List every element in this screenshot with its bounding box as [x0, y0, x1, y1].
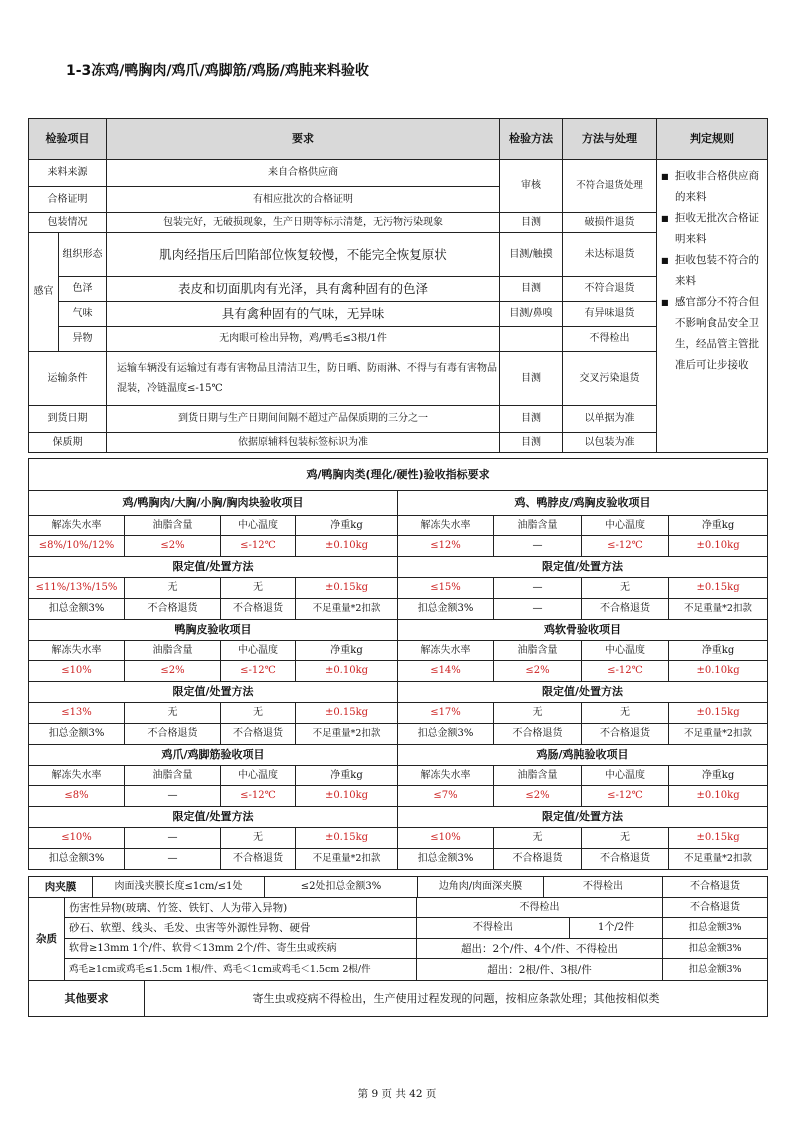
header-requirement: 要求	[107, 119, 500, 160]
limit-value: ≤15%	[398, 578, 494, 599]
col-header: 中心温度	[221, 516, 296, 536]
req-arrival: 到货日期与生产日期间间隔不超过产品保质期的三分之一	[107, 406, 500, 433]
std-value: —	[494, 536, 582, 557]
membrane-table	[28, 876, 768, 898]
sub-color: 色泽	[59, 277, 107, 302]
action-value: 不足重量*2扣款	[296, 599, 398, 620]
membrane-c2: ≤2处扣总金额3%	[265, 877, 418, 898]
method-shelf: 目测	[500, 433, 563, 453]
action-value: 扣总金额3%	[398, 849, 494, 870]
item-shelf: 保质期	[29, 433, 107, 453]
impurity-action: 扣总金额3%	[663, 918, 768, 939]
req-package: 包装完好，无破损现象，生产日期等标示清楚，无污物污染现象	[107, 213, 500, 233]
std-value: ±0.10kg	[669, 661, 768, 682]
std-value: ≤2%	[125, 661, 221, 682]
impurity-desc: 伤害性异物(玻璃、竹签、铁钉、人为带入异物)	[65, 898, 417, 918]
std-value: ≤12%	[398, 536, 494, 557]
indicator-table	[28, 458, 768, 870]
limit-value: 无	[221, 578, 296, 599]
judgement-rules	[657, 160, 768, 453]
impurity-desc: 砂石、软塑、线头、毛发、虫害等外源性异物、硬骨	[65, 918, 417, 939]
impurity-action: 不合格退货	[663, 898, 768, 918]
std-value: —	[125, 786, 221, 807]
limit-title: 限定值/处置方法	[29, 682, 398, 703]
std-value: ≤7%	[398, 786, 494, 807]
limit-value: 无	[125, 578, 221, 599]
limit-title: 限定值/处置方法	[398, 682, 768, 703]
action-value: 不合格退货	[125, 724, 221, 745]
std-value: ±0.10kg	[296, 786, 398, 807]
handle-tissue: 未达标退货	[563, 233, 657, 277]
method-color: 目测	[500, 277, 563, 302]
item-source: 来料来源	[29, 160, 107, 187]
limit-value: ±0.15kg	[669, 828, 768, 849]
impurity-limit: 不得检出	[417, 918, 570, 939]
limit-value: —	[125, 828, 221, 849]
col-header: 油脂含量	[494, 516, 582, 536]
method-smell: 目测/鼻嗅	[500, 302, 563, 327]
action-value: 不合格退货	[125, 599, 221, 620]
action-value: 不足重量*2扣款	[296, 724, 398, 745]
limit-title: 限定值/处置方法	[29, 807, 398, 828]
block-title: 鸡/鸭胸肉/大胸/小胸/胸肉块验收项目	[29, 491, 398, 516]
col-header: 解冻失水率	[398, 516, 494, 536]
col-header: 中心温度	[582, 766, 669, 786]
std-value: ≤14%	[398, 661, 494, 682]
action-value: 扣总金额3%	[29, 849, 125, 870]
limit-value: ±0.15kg	[296, 828, 398, 849]
handle-color: 不符合退货	[563, 277, 657, 302]
sub-foreign: 异物	[59, 327, 107, 352]
impurity-label: 杂质	[29, 898, 65, 981]
action-value: 不合格退货	[494, 724, 582, 745]
impurity-desc: 鸡毛≥1cm或鸡毛≤1.5cm 1根/件、鸡毛＜1cm或鸡毛＜1.5cm 2根/件	[65, 959, 417, 981]
limit-value: ≤17%	[398, 703, 494, 724]
std-value: ≤-12℃	[221, 786, 296, 807]
impurity-limit: 超出：2个/件、4个/件、不得检出	[417, 939, 663, 959]
req-shelf: 依据原辅料包装标签标识为准	[107, 433, 500, 453]
req-cert: 有相应批次的合格证明	[107, 187, 500, 213]
header-method: 检验方法	[500, 119, 563, 160]
col-header: 中心温度	[221, 641, 296, 661]
sub-smell: 气味	[59, 302, 107, 327]
col-header: 油脂含量	[125, 766, 221, 786]
col-header: 解冻失水率	[29, 516, 125, 536]
block-title: 鸡爪/鸡脚筋验收项目	[29, 745, 398, 766]
action-value: 扣总金额3%	[398, 599, 494, 620]
limit-value: 无	[494, 828, 582, 849]
col-header: 净重kg	[296, 641, 398, 661]
std-value: ≤-12℃	[221, 661, 296, 682]
limit-value: ±0.15kg	[296, 703, 398, 724]
action-value: 扣总金额3%	[398, 724, 494, 745]
col-header: 中心温度	[221, 766, 296, 786]
col-header: 解冻失水率	[29, 766, 125, 786]
membrane-c5: 不合格退货	[663, 877, 768, 898]
inspection-table	[28, 118, 768, 453]
limit-value: 无	[582, 578, 669, 599]
handle-arrival: 以单据为准	[563, 406, 657, 433]
action-value: 不足重量*2扣款	[669, 724, 768, 745]
std-value: ±0.10kg	[296, 661, 398, 682]
limit-value: ±0.15kg	[669, 578, 768, 599]
std-value: ≤2%	[494, 661, 582, 682]
membrane-c1: 肉面浅夹膜长度≤1cm/≤1处	[93, 877, 265, 898]
action-value: —	[494, 599, 582, 620]
block-title: 鸭胸皮验收项目	[29, 620, 398, 641]
limit-value: 无	[582, 828, 669, 849]
limit-title: 限定值/处置方法	[398, 807, 768, 828]
limit-title: 限定值/处置方法	[29, 557, 398, 578]
block-title: 鸡肠/鸡肫验收项目	[398, 745, 768, 766]
req-smell: 具有禽种固有的气味，无异味	[107, 302, 500, 327]
method-package: 目测	[500, 213, 563, 233]
page-title: 1-3冻鸡/鸭胸肉/鸡爪/鸡脚筋/鸡肠/鸡肫来料验收	[66, 63, 369, 79]
action-value: 扣总金额3%	[29, 599, 125, 620]
impurity-limit: 1个/2件	[570, 918, 663, 939]
col-header: 油脂含量	[125, 641, 221, 661]
rule-item: ■ 拒收非合格供应商的来料	[661, 170, 759, 203]
page-footer: 第 9 页 共 42 页	[357, 1088, 437, 1100]
rule-item: ■ 拒收包装不符合的来料	[661, 254, 759, 287]
impurity-table	[28, 897, 768, 981]
action-value: 扣总金额3%	[29, 724, 125, 745]
action-value: 不足重量*2扣款	[669, 849, 768, 870]
action-value: 不足重量*2扣款	[669, 599, 768, 620]
col-header: 油脂含量	[494, 766, 582, 786]
col-header: 油脂含量	[125, 516, 221, 536]
header-rules: 判定规则	[657, 119, 768, 160]
col-header: 解冻失水率	[398, 766, 494, 786]
action-value: 不合格退货	[221, 724, 296, 745]
action-value: 不合格退货	[221, 849, 296, 870]
std-value: ≤-12℃	[582, 786, 669, 807]
header-item: 检验项目	[29, 119, 107, 160]
action-value: 不合格退货	[221, 599, 296, 620]
limit-value: ≤10%	[398, 828, 494, 849]
section-title: 鸡/鸭胸肉类(理化/硬性)验收指标要求	[29, 459, 768, 491]
std-value: ≤2%	[494, 786, 582, 807]
rule-item: ■ 感官部分不符合但不影响食品安全卫生，经品管主管批准后可让步接收	[661, 296, 759, 371]
other-label: 其他要求	[29, 981, 145, 1017]
handle-audit: 不符合退货处理	[563, 160, 657, 213]
item-arrival: 到货日期	[29, 406, 107, 433]
handle-package: 破损件退货	[563, 213, 657, 233]
action-value: —	[125, 849, 221, 870]
req-source: 来自合格供应商	[107, 160, 500, 187]
block-title: 鸡、鸭脖皮/鸡胸皮验收项目	[398, 491, 768, 516]
col-header: 净重kg	[296, 766, 398, 786]
limit-value: ±0.15kg	[296, 578, 398, 599]
limit-title: 限定值/处置方法	[398, 557, 768, 578]
handle-transport: 交叉污染退货	[563, 352, 657, 406]
method-arrival: 目测	[500, 406, 563, 433]
limit-value: 无	[494, 703, 582, 724]
std-value: ≤-12℃	[221, 536, 296, 557]
block-title: 鸡软骨验收项目	[398, 620, 768, 641]
col-header: 净重kg	[669, 766, 768, 786]
action-value: 不合格退货	[494, 849, 582, 870]
std-value: ±0.10kg	[669, 786, 768, 807]
col-header: 净重kg	[296, 516, 398, 536]
action-value: 不足重量*2扣款	[296, 849, 398, 870]
std-value: ±0.10kg	[296, 536, 398, 557]
handle-smell: 有异味退货	[563, 302, 657, 327]
std-value: ≤8%/10%/12%	[29, 536, 125, 557]
limit-value: 无	[221, 703, 296, 724]
std-value: ≤2%	[125, 536, 221, 557]
impurity-action: 扣总金额3%	[663, 959, 768, 981]
col-header: 解冻失水率	[398, 641, 494, 661]
limit-value: 无	[221, 828, 296, 849]
std-value: ≤-12℃	[582, 661, 669, 682]
col-header: 净重kg	[669, 516, 768, 536]
std-value: ±0.10kg	[669, 536, 768, 557]
limit-value: 无	[125, 703, 221, 724]
item-cert: 合格证明	[29, 187, 107, 213]
item-sense: 感官	[29, 233, 59, 352]
header-handling: 方法与处理	[563, 119, 657, 160]
method-tissue: 目测/触摸	[500, 233, 563, 277]
action-value: 不合格退货	[582, 724, 669, 745]
rule-item: ■ 拒收无批次合格证明来料	[661, 212, 759, 245]
limit-value: ≤13%	[29, 703, 125, 724]
col-header: 中心温度	[582, 641, 669, 661]
limit-value: ±0.15kg	[669, 703, 768, 724]
std-value: ≤-12℃	[582, 536, 669, 557]
sub-tissue: 组织形态	[59, 233, 107, 277]
item-transport: 运输条件	[29, 352, 107, 406]
item-package: 包装情况	[29, 213, 107, 233]
membrane-c4: 不得检出	[544, 877, 663, 898]
req-foreign: 无肉眼可检出异物，鸡/鸭毛≤3根/1件	[107, 327, 500, 352]
action-value: 不合格退货	[582, 599, 669, 620]
std-value: ≤8%	[29, 786, 125, 807]
action-value: 不合格退货	[582, 849, 669, 870]
col-header: 解冻失水率	[29, 641, 125, 661]
col-header: 净重kg	[669, 641, 768, 661]
impurity-action: 扣总金额3%	[663, 939, 768, 959]
handle-shelf: 以包装为准	[563, 433, 657, 453]
col-header: 油脂含量	[494, 641, 582, 661]
req-tissue: 肌肉经指压后凹陷部位恢复较慢，不能完全恢复原状	[107, 233, 500, 277]
other-table	[28, 980, 768, 1017]
method-audit: 审核	[500, 160, 563, 213]
membrane-label: 肉夹膜	[29, 877, 93, 898]
handle-foreign: 不得检出	[563, 327, 657, 352]
limit-value: 无	[582, 703, 669, 724]
limit-value: —	[494, 578, 582, 599]
col-header: 中心温度	[582, 516, 669, 536]
req-color: 表皮和切面肌肉有光泽，具有禽种固有的色泽	[107, 277, 500, 302]
impurity-limit: 超出：2根/件、3根/件	[417, 959, 663, 981]
other-text: 寄生虫或疫病不得检出，生产使用过程发现的问题，按相应条款处理；其他按相似类	[145, 981, 768, 1017]
membrane-c3: 边角肉/肉面深夹膜	[418, 877, 544, 898]
impurity-desc: 软骨≥13mm 1个/件、软骨＜13mm 2个/件、寄生虫或疾病	[65, 939, 417, 959]
limit-value: ≤10%	[29, 828, 125, 849]
req-transport: 运输车辆没有运输过有毒有害物品且清洁卫生，防日晒、防雨淋、不得与有毒有害物品混装，冷链温度≤-15℃	[107, 352, 500, 406]
std-value: ≤10%	[29, 661, 125, 682]
method-transport: 目测	[500, 352, 563, 406]
limit-value: ≤11%/13%/15%	[29, 578, 125, 599]
method-foreign	[500, 327, 563, 352]
impurity-limit: 不得检出	[417, 898, 663, 918]
